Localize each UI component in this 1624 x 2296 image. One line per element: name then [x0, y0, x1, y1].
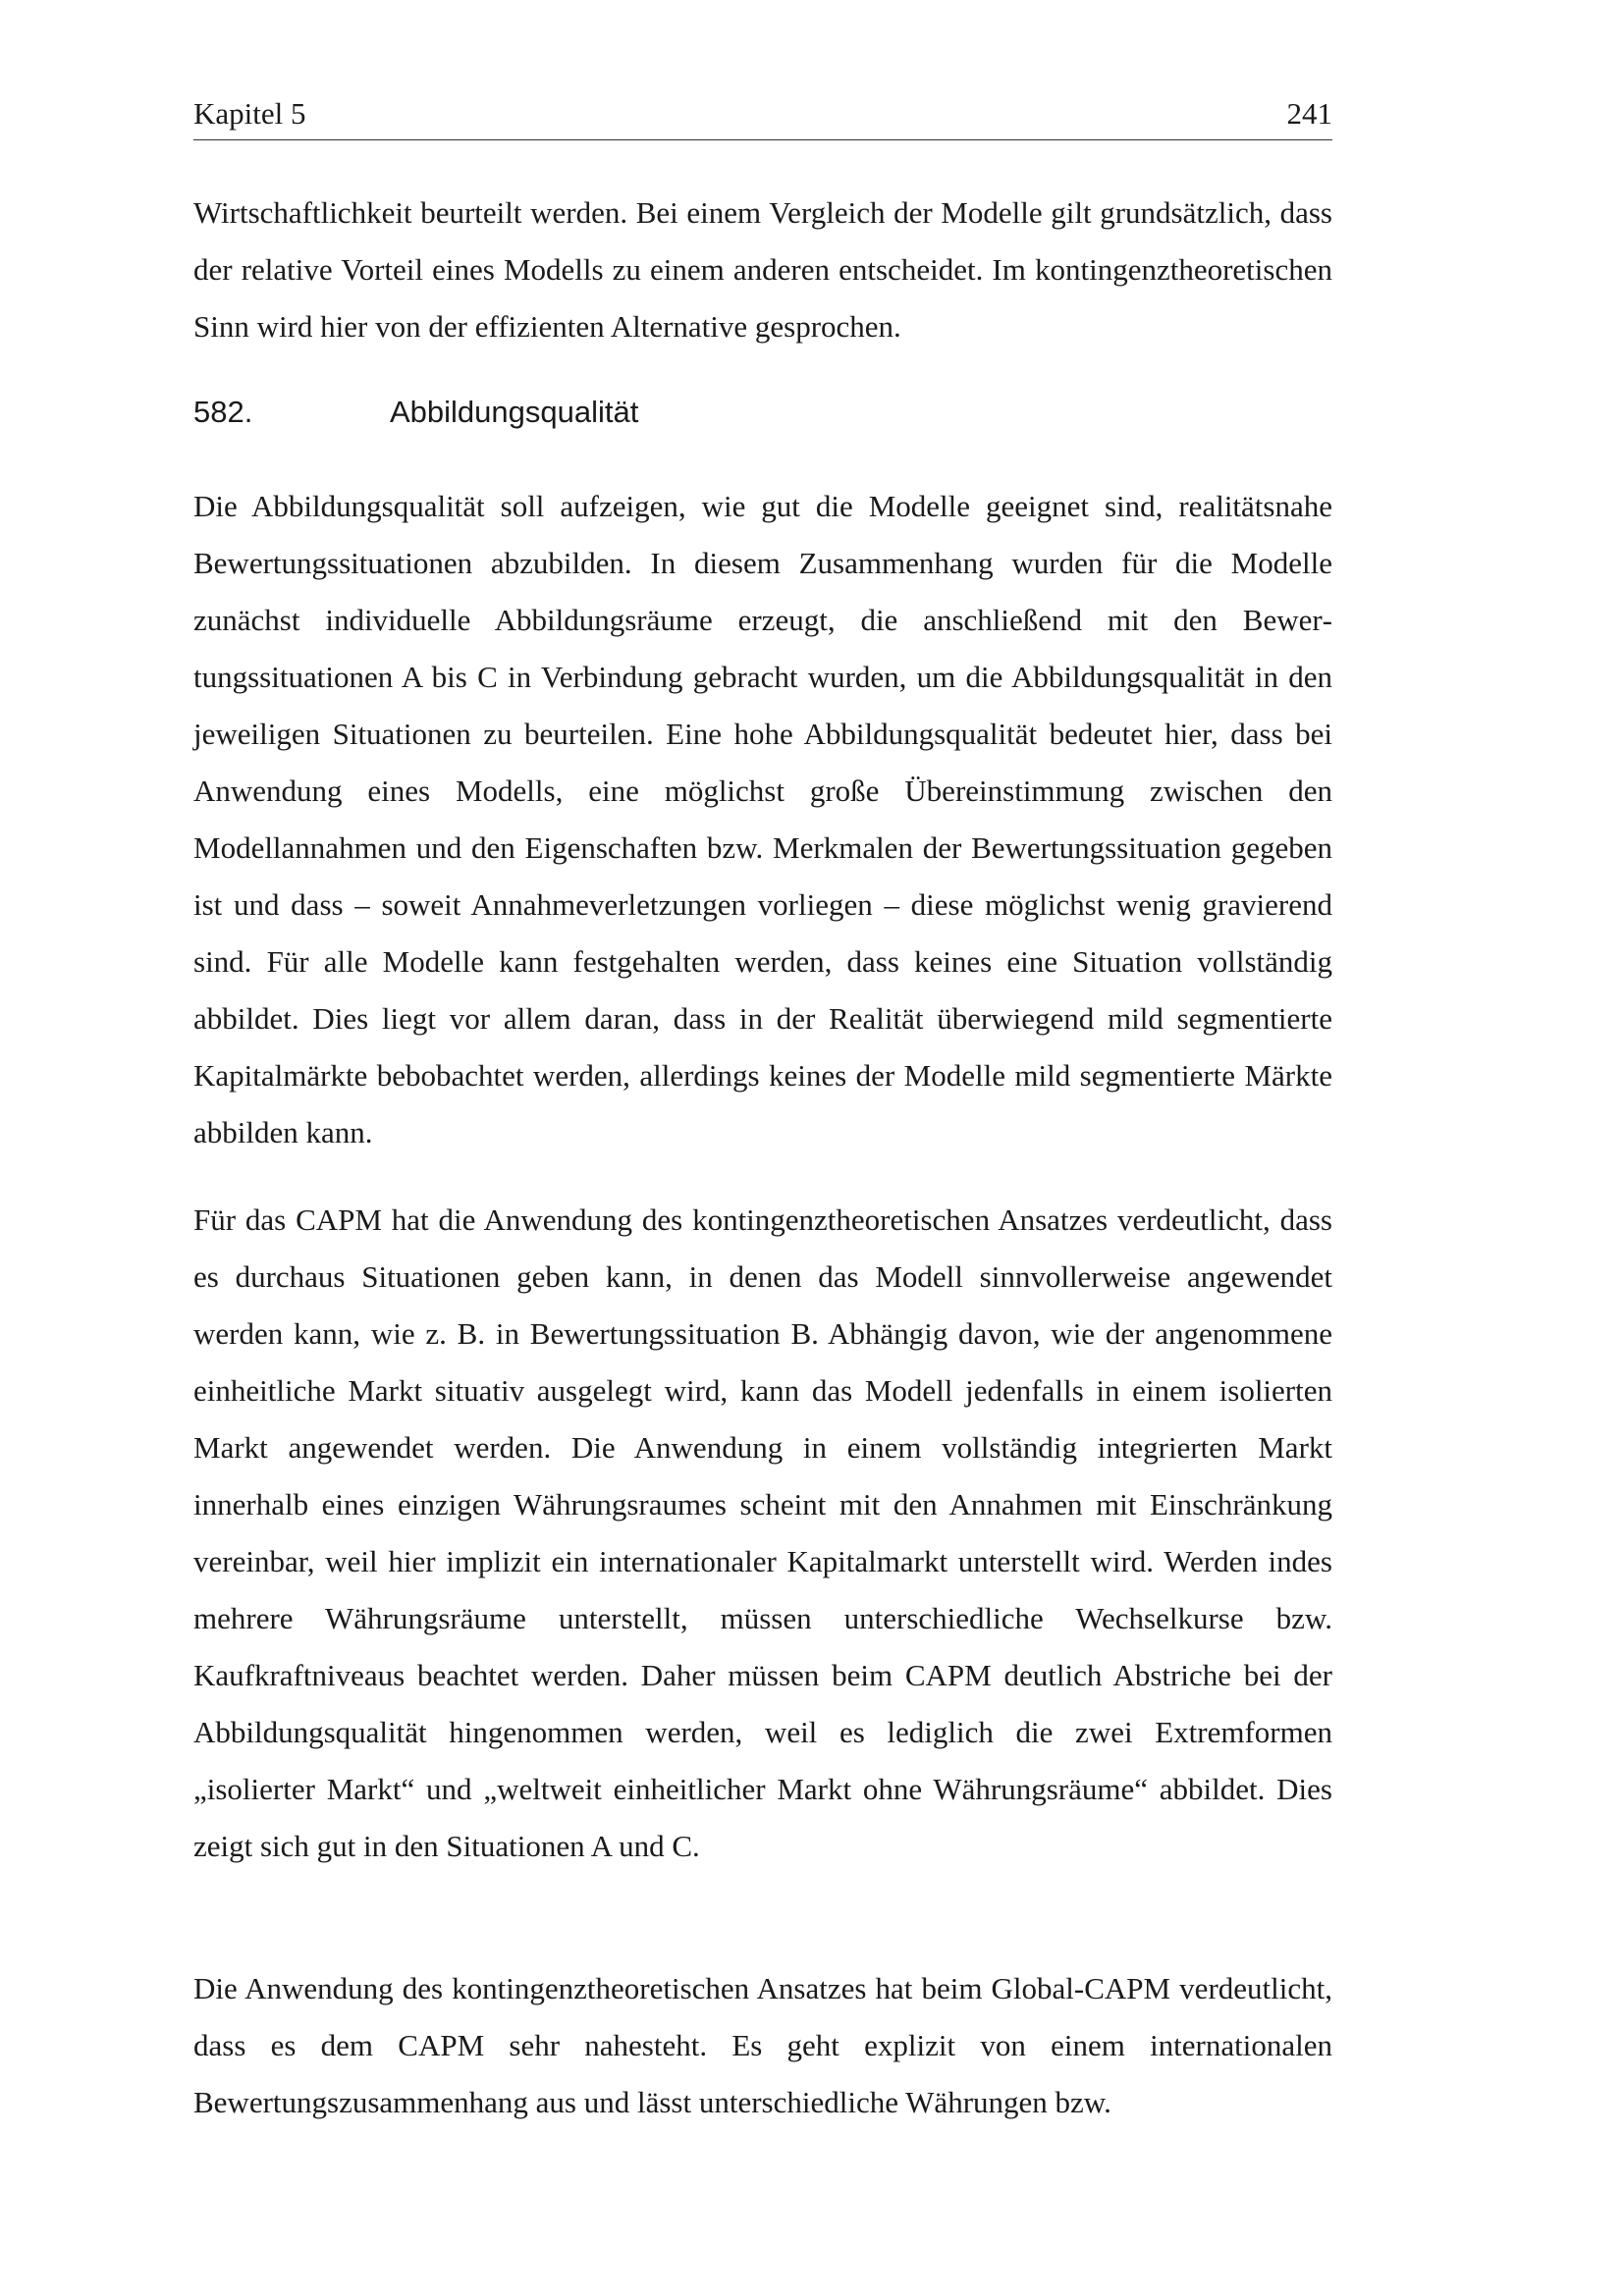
- paragraph-abbildungsqualitaet: Die Abbildungsqualität soll aufzeigen, wie gut die Modelle geeignet sind, realitätsnahe Bewertungssituationen abzubilden. In diesem Zusammenhang wurden für die Modelle zunächst individuelle Abbildungsräume erzeugt, die anschließend mit den Bewertungssituationen A bis C in Verbindung gebracht wurden, um die Abbildungsqualität in den jeweiligen Situationen zu beurteilen. Eine hohe Abbildungsqualität bedeutet hier, dass bei Anwendung eines Modells, eine möglichst große Übereinstimmung zwischen den Modellannahmen und den Eigenschaften bzw. Merkmalen der Bewertungssituation gegeben ist und dass – soweit Annahmeverletzungen vorliegen – diese möglichst wenig gravierend sind. Für alle Modelle kann festgehalten werden, dass keines eine Situation vollständig abbildet. Dies liegt vor allem daran, dass in der Realität überwiegend mild segmentierte Kapitalmärkte bebobachtet werden, allerdings keines der Modelle mild segmentierte Märkte abbilden kann.: [193, 489, 1332, 1149]
- page-number: 241: [1286, 96, 1332, 131]
- paragraph-intro: Wirtschaftlichkeit beurteilt werden. Bei einem Vergleich der Modelle gilt grundsätzlich, dass der relative Vorteil eines Modells zu einem anderen entscheidet. Im kontingenztheoretischen Sinn wird hier von der effizienten Alternative gesprochen.: [193, 195, 1332, 344]
- paragraph-capm: Für das CAPM hat die Anwendung des kontingenztheoretischen Ansatzes verdeutlicht, dass es durchaus Situationen geben kann, in denen das Modell sinnvollerweise angewendet werden kann, wie z. B. in Bewertungssituation B. Abhängig davon, wie der angenommene einheitliche Markt situativ ausgelegt wird, kann das Modell jedenfalls in einem isolierten Markt angewendet werden. Die Anwendung in einem vollständig integrierten Markt innerhalb eines einzigen Währungsraumes scheint mit den Annahmen mit Einschränkung vereinbar, weil hier implizit ein internationaler Kapitalmarkt unterstellt wird. Werden indes mehrere Währungsräume unterstellt, müssen unterschiedliche Wechselkurse bzw. Kaufkraftniveaus beachtet werden. Daher müssen beim CAPM deutlich Abstriche bei der Abbildungsqualität hingenommen werden, weil es lediglich die zwei Extremformen „isolierter Markt“ und „weltweit einheitlicher Markt ohne Währungsräume“ abbildet. Dies zeigt sich gut in den Situationen A und C.: [193, 1202, 1332, 1863]
- chapter-label: Kapitel 5: [193, 96, 306, 131]
- section-number: 582.: [193, 395, 253, 429]
- running-header: [193, 96, 1332, 140]
- paragraph-global-capm: Die Anwendung des kontingenztheoretischen Ansatzes hat beim Global-CAPM verdeutlicht, dass es dem CAPM sehr nahesteht. Es geht explizit von einem internationalen Bewertungszusammenhang aus und lässt unterschiedliche Währungen bzw.: [193, 1971, 1332, 2119]
- section-title: Abbildungsqualität: [390, 395, 639, 429]
